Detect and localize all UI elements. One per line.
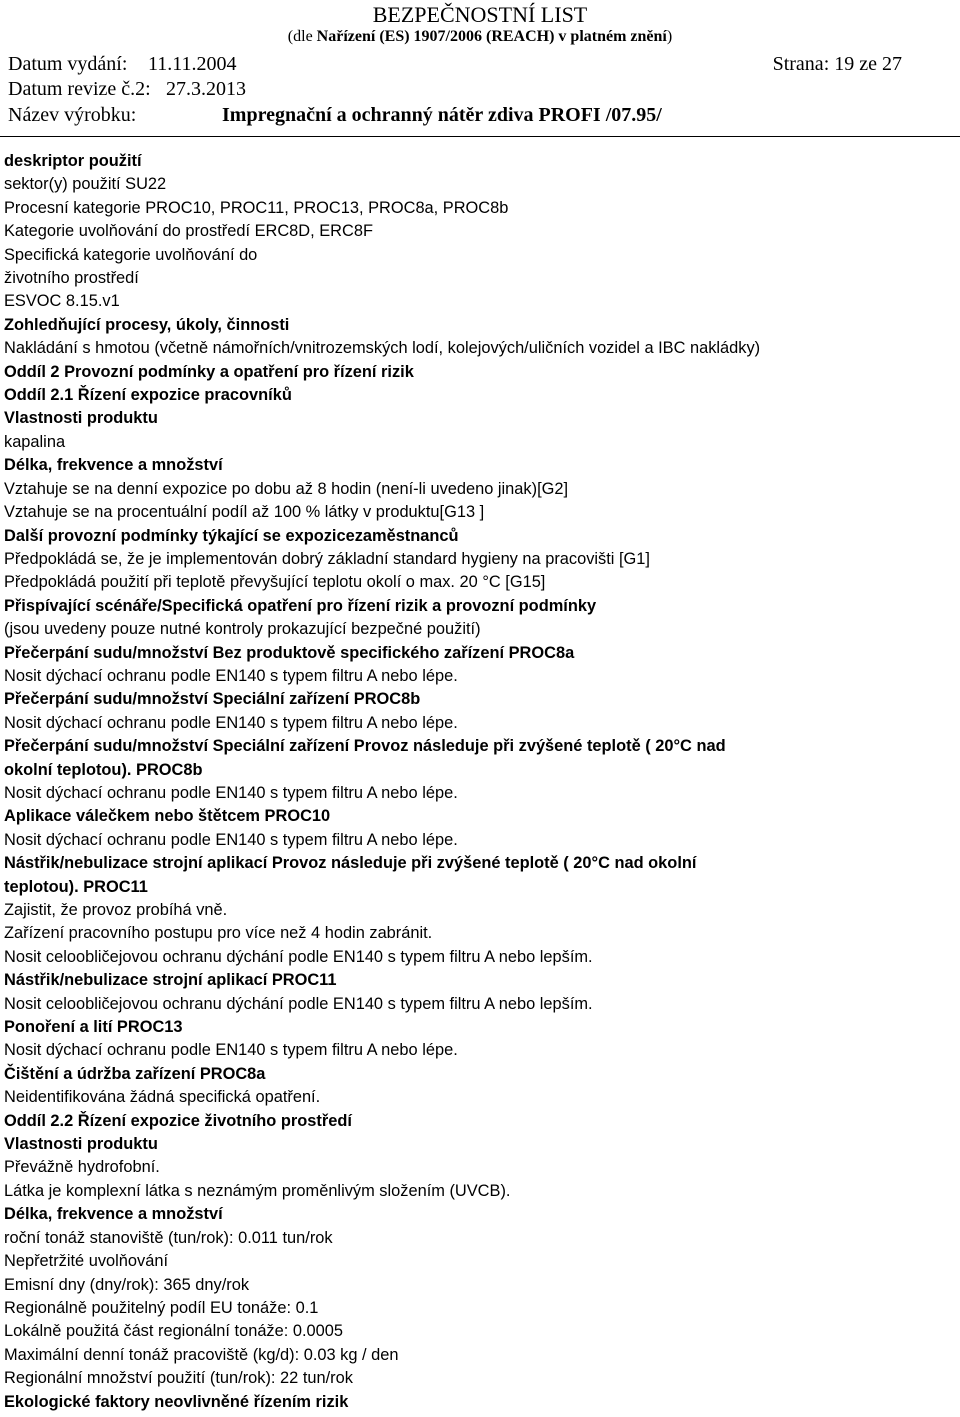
body-line: Předpokládá se, že je implementován dobrý základní standard hygieny na pracovišti [G1] xyxy=(4,549,650,568)
body-line: Nepřetržité uvolňování xyxy=(4,1252,168,1271)
section-heading: Další provozní podmínky týkající se expozicezaměstnanců xyxy=(4,526,459,545)
body-line: Nosit dýchací ochranu podle EN140 s typem filtru A nebo lépe. xyxy=(4,783,458,802)
section-heading: Ekologické faktory neovlivněné řízením rizik xyxy=(4,1392,349,1411)
page-number: Strana: 19 ze 27 xyxy=(772,53,902,75)
body-line: Nosit dýchací ochranu podle EN140 s typem filtru A nebo lépe. xyxy=(4,713,458,732)
section-heading: Oddíl 2.2 Řízení expozice životního prostředí xyxy=(4,1111,352,1130)
section-heading: okolní teplotou). PROC8b xyxy=(4,760,203,779)
section-heading: Oddíl 2 Provozní podmínky a opatření pro řízení rizik xyxy=(4,362,414,381)
section-heading: Vlastnosti produktu xyxy=(4,409,158,428)
body-line: Procesní kategorie PROC10, PROC11, PROC13, PROC8a, PROC8b xyxy=(4,198,509,217)
body-line: kapalina xyxy=(4,432,66,451)
body-line: Neidentifikována žádná specifická opatření. xyxy=(4,1088,321,1107)
section-heading: Přečerpání sudu/množství Speciální zařízení PROC8b xyxy=(4,690,421,709)
section-heading: deskriptor použití xyxy=(4,152,142,170)
body-line: Kategorie uvolňování do prostředí ERC8D, ERC8F xyxy=(4,222,373,241)
product-name-label: Název výrobku: xyxy=(8,104,137,126)
issue-date-label: Datum vydání: xyxy=(8,53,128,75)
body-line: sektor(y) použití SU22 xyxy=(4,175,167,194)
issue-date-value: 11.11.2004 xyxy=(148,53,237,75)
body-line: Nosit celoobličejovou ochranu dýchání podle EN140 s typem filtru A nebo lepším. xyxy=(4,994,593,1013)
section-heading: Přispívající scénáře/Specifická opatření pro řízení rizik a provozní podmínky xyxy=(4,596,597,615)
body-line: Nosit dýchací ochranu podle EN140 s typem filtru A nebo lépe. xyxy=(4,1041,458,1060)
document-body xyxy=(4,150,956,1414)
body-line: Regionálně použitelný podíl EU tonáže: 0.1 xyxy=(4,1298,319,1317)
section-heading: Přečerpání sudu/množství Speciální zařízení Provoz následuje při zvýšené teplotě ( 20°C nad xyxy=(4,737,726,756)
revision-date-value: 27.3.2013 xyxy=(166,78,246,100)
section-heading: Nástřik/nebulizace strojní aplikací PROC11 xyxy=(4,971,337,990)
body-line: Nakládání s hmotou (včetně námořních/vnitrozemských lodí, kolejových/uličních vozidel a IBC nakládky) xyxy=(4,339,761,358)
section-heading: Zohledňující procesy, úkoly, činnosti xyxy=(4,315,290,334)
body-line: roční tonáž stanoviště (tun/rok): 0.011 tun/rok xyxy=(4,1228,333,1247)
body-line: (jsou uvedeny pouze nutné kontroly prokazující bezpečné použití) xyxy=(4,620,481,639)
document-subtitle xyxy=(0,27,960,47)
section-heading: Nástřik/nebulizace strojní aplikací Provoz následuje při zvýšené teplotě ( 20°C nad okolní xyxy=(4,854,697,873)
section-heading: teplotou). PROC11 xyxy=(4,877,148,896)
body-line: Zajistit, že provoz probíhá vně. xyxy=(4,901,228,919)
body-line: ESVOC 8.15.v1 xyxy=(4,292,120,311)
body-line: životního prostředí xyxy=(4,269,139,288)
body-line: Lokálně použitá část regionální tonáže: 0.0005 xyxy=(4,1322,343,1341)
product-name-value: Impregnační a ochranný nátěr zdiva PROFI /07.95/ xyxy=(222,104,662,126)
section-heading: Čištění a údržba zařízení PROC8a xyxy=(4,1064,266,1083)
body-line: Nosit dýchací ochranu podle EN140 s typem filtru A nebo lépe. xyxy=(4,830,458,849)
subtitle-regulation: Nařízení (ES) 1907/2006 (REACH) v platném znění xyxy=(316,28,667,45)
body-line: Maximální denní tonáž pracoviště (kg/d): 0.03 kg / den xyxy=(4,1345,399,1364)
header-divider xyxy=(0,136,960,137)
body-line: Nosit celoobličejovou ochranu dýchání podle EN140 s typem filtru A nebo lepším. xyxy=(4,947,593,966)
body-line: Převážně hydrofobní. xyxy=(4,1158,160,1177)
revision-date-label: Datum revize č.2: xyxy=(8,78,151,100)
body-line: Látka je komplexní látka s neznámým proměnlivým složením (UVCB). xyxy=(4,1181,511,1200)
section-heading: Ponoření a lití PROC13 xyxy=(4,1018,183,1037)
document-header xyxy=(0,0,960,140)
section-heading: Délka, frekvence a množství xyxy=(4,1205,223,1224)
body-line: Specifická kategorie uvolňování do xyxy=(4,245,258,264)
document-title: BEZPEČNOSTNÍ LIST xyxy=(372,2,588,27)
body-line: Předpokládá použití při teplotě převyšující teplotu okolí o max. 20 °C [G15] xyxy=(4,573,546,592)
body-line: Vztahuje se na denní expozice po dobu až 8 hodin (není-li uvedeno jinak)[G2] xyxy=(4,479,569,498)
section-heading: Aplikace válečkem nebo štětcem PROC10 xyxy=(4,807,331,826)
body-line: Zařízení pracovního postupu pro více než 4 hodin zabránit. xyxy=(4,924,433,943)
body-line: Vztahuje se na procentuální podíl až 100 % látky v produktu[G13 ] xyxy=(4,503,485,522)
section-heading: Délka, frekvence a množství xyxy=(4,456,223,475)
body-line: Nosit dýchací ochranu podle EN140 s typem filtru A nebo lépe. xyxy=(4,666,458,685)
body-line: Regionální množství použití (tun/rok): 22 tun/rok xyxy=(4,1369,353,1388)
subtitle-suffix: ) xyxy=(666,28,673,45)
subtitle-prefix: (dle xyxy=(287,28,317,45)
section-heading: Přečerpání sudu/množství Bez produktově specifického zařízení PROC8a xyxy=(4,643,575,662)
section-heading: Oddíl 2.1 Řízení expozice pracovníků xyxy=(4,386,292,405)
body-line: Emisní dny (dny/rok): 365 dny/rok xyxy=(4,1275,250,1294)
section-heading: Vlastnosti produktu xyxy=(4,1135,158,1154)
